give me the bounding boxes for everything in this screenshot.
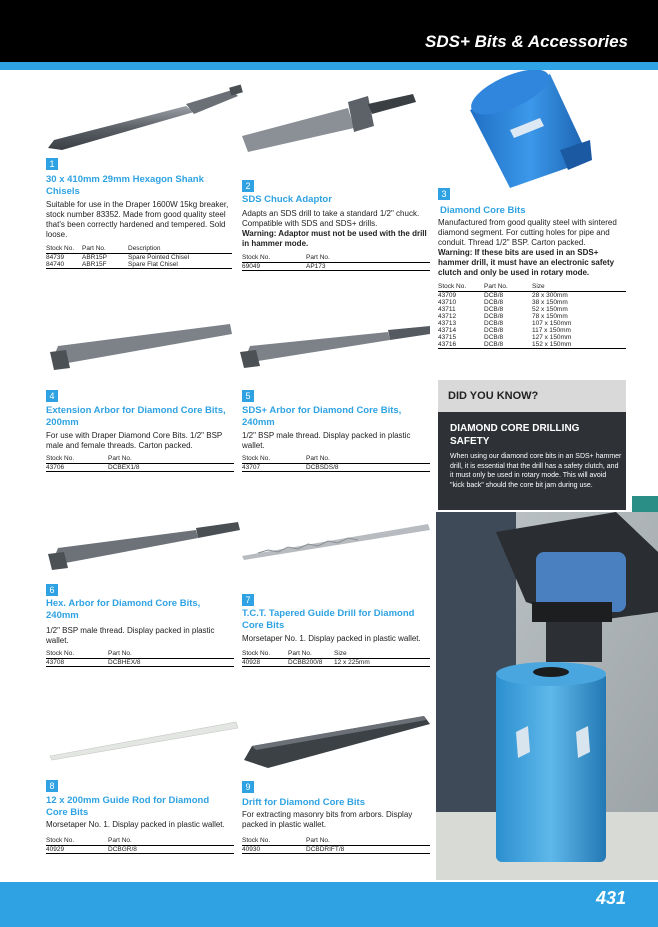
col-header: Stock No. <box>242 650 288 659</box>
table-cell: 127 x 150mm <box>532 334 572 341</box>
guide-drill-image <box>238 522 433 562</box>
table-cell: DCBDRIFT/8 <box>306 846 430 854</box>
table-cell: 69049 <box>242 263 306 271</box>
table-cell: DCBB200/8 <box>288 659 334 667</box>
col-header: Size <box>334 650 430 659</box>
table-cell: 52 x 150mm <box>532 306 568 313</box>
product-title: T.C.T. Tapered Guide Drill for Diamond Core Bits <box>242 608 415 631</box>
header-bar <box>0 0 658 62</box>
hex-arbor-image <box>46 522 241 572</box>
product-number-badge: 8 <box>46 780 58 792</box>
product-title: 12 x 200mm Guide Rod for Diamond Core Bits <box>46 795 210 818</box>
spec-table <box>46 245 232 269</box>
table-cell: DCB/8 <box>484 292 504 299</box>
product-title: 30 x 410mm 29mm Hexagon Shank Chisels <box>46 174 204 197</box>
col-header: Stock No. <box>46 837 108 846</box>
product-title: SDS+ Arbor for Diamond Core Bits, 240mm <box>242 405 402 428</box>
col-header: Size <box>532 283 626 292</box>
table-cell: 38 x 150mm <box>532 299 568 306</box>
table-cell: 40929 <box>46 846 108 854</box>
product-title: Diamond Core Bits <box>440 205 526 216</box>
table-cell: 40928 <box>242 659 288 667</box>
guide-rod-image <box>46 716 241 761</box>
col-header: Part No. <box>306 455 430 464</box>
did-you-know-heading: DID YOU KNOW? <box>448 390 539 402</box>
table-cell: 12 x 225mm <box>334 659 430 667</box>
col-header: Part No. <box>306 837 430 846</box>
table-cell: ABR15F <box>82 261 128 269</box>
table-cell: 43712 <box>438 313 457 320</box>
col-header: Part No. <box>484 283 532 292</box>
table-cell: 152 x 150mm <box>532 341 626 349</box>
col-header: Part No. <box>108 455 234 464</box>
drilling-photo <box>436 512 658 880</box>
page-number: 431 <box>595 888 626 908</box>
product-description: For extracting masonry bits from arbors. Display packed in plastic wallet. <box>242 810 413 829</box>
col-header: Stock No. <box>438 283 484 292</box>
spec-table <box>438 283 626 349</box>
col-header: Stock No. <box>242 254 306 263</box>
col-header: Part No. <box>108 650 234 659</box>
col-header: Part No. <box>108 837 234 846</box>
spec-table <box>242 254 430 271</box>
product-description: Morsetaper No. 1. Display packed in plastic wallet. <box>46 820 225 829</box>
table-cell: 84739 <box>46 254 65 261</box>
table-cell: DCBHEX/8 <box>108 659 234 667</box>
did-you-know-header <box>438 380 626 412</box>
table-cell: 84740 <box>46 261 82 269</box>
did-you-know-text: When using our diamond core bits in an SDS+ hammer drill, it is essential that the drill has a safety clutch, and it must only be used in rotary mode. This will avoid "kick back" should the core bit jam during use. <box>450 453 622 489</box>
col-header: Stock No. <box>46 650 108 659</box>
col-header: Part No. <box>288 650 334 659</box>
chisel-image <box>46 80 246 155</box>
product-number-badge: 2 <box>242 180 254 192</box>
table-cell: 43711 <box>438 306 456 313</box>
page-title: SDS+ Bits & Accessories <box>425 32 628 51</box>
chuck-adaptor-image <box>238 92 433 152</box>
table-cell: 43709 <box>438 292 457 299</box>
col-header: Part No. <box>306 254 430 263</box>
product-number-badge: 6 <box>46 584 58 596</box>
spec-table <box>46 455 234 472</box>
spec-table <box>46 837 234 854</box>
spec-table <box>242 455 430 472</box>
product-description: Manufactured from good quality steel with sintered diamond segment. For cutting holes for pipe and conduit. Thread 1/2" BSP. Carton packed. <box>438 218 617 247</box>
product-number-badge: 5 <box>242 390 254 402</box>
product-description: 1/2" BSP male thread. Display packed in plastic wallet. <box>46 626 215 645</box>
table-cell: DCB/8 <box>484 299 504 306</box>
product-number-badge: 4 <box>46 390 58 402</box>
table-cell: 40930 <box>242 846 306 854</box>
table-cell: Spare Flat Chisel <box>128 261 232 269</box>
product-warning: Warning: If these bits are used in an SDS+ hammer drill, it must have an electronic safety clutch and only be used in rotary mode. <box>438 248 615 277</box>
product-title: Hex. Arbor for Diamond Core Bits, 240mm <box>46 598 201 621</box>
table-cell: DCB/8 <box>484 341 532 349</box>
product-number-badge: 9 <box>242 781 254 793</box>
product-title: Extension Arbor for Diamond Core Bits, 200mm <box>46 405 226 428</box>
table-cell: DCB/8 <box>484 327 504 334</box>
table-cell: 78 x 150mm <box>532 313 568 320</box>
product-warning: Warning: Adaptor must not be used with the drill in hammer mode. <box>242 229 427 248</box>
table-cell: DCB/8 <box>484 334 504 341</box>
table-cell: 107 x 150mm <box>532 320 572 327</box>
table-cell: 43707 <box>242 464 306 472</box>
table-cell: ABR15P <box>82 254 107 261</box>
table-cell: DCB/8 <box>484 306 504 313</box>
extension-arbor-image <box>46 322 236 372</box>
table-cell: DCB/8 <box>484 313 504 320</box>
col-header: Part No. <box>82 245 128 254</box>
product-number-badge: 1 <box>46 158 58 170</box>
table-cell: 43714 <box>438 327 457 334</box>
product-title: Drift for Diamond Core Bits <box>242 797 365 808</box>
product-description: 1/2" BSP male thread. Display packed in plastic wallet. <box>242 431 411 450</box>
header-accent-strip <box>0 62 658 70</box>
col-header: Stock No. <box>242 455 306 464</box>
table-cell: DCBEX1/8 <box>108 464 234 472</box>
product-description: Adapts an SDS drill to take a standard 1/2" chuck. Compatible with SDS and SDS+ drills. <box>242 209 420 228</box>
table-cell: 43708 <box>46 659 108 667</box>
table-cell: Spare Pointed Chisel <box>128 254 190 261</box>
table-cell: AP173 <box>306 263 430 271</box>
product-number-badge: 7 <box>242 594 254 606</box>
table-cell: 43715 <box>438 334 457 341</box>
table-cell: 43716 <box>438 341 484 349</box>
diamond-core-bit-image <box>440 70 630 190</box>
product-title: SDS Chuck Adaptor <box>242 194 332 205</box>
product-number-badge: 3 <box>438 188 450 200</box>
col-header: Stock No. <box>46 245 82 254</box>
table-cell: DCBGR/8 <box>108 846 234 854</box>
spec-table <box>242 650 430 667</box>
product-description: For use with Draper Diamond Core Bits. 1/2" BSP male and female threads. Carton packed. <box>46 431 223 450</box>
footer-bar <box>0 882 658 927</box>
table-cell: 28 x 300mm <box>532 292 568 299</box>
table-cell: 43710 <box>438 299 457 306</box>
drift-image <box>238 712 433 772</box>
col-header: Stock No. <box>242 837 306 846</box>
spec-table <box>46 650 234 667</box>
product-description: Suitable for use in the Draper 1600W 15kg breaker, stock number 83352. Made from good quality steel that's been correctly hardened and tempered. Sold loose. <box>46 200 229 239</box>
col-header: Description <box>128 245 232 254</box>
product-description: Morsetaper No. 1. Display packed in plastic wallet. <box>242 634 421 643</box>
sds-arbor-image <box>238 326 433 371</box>
table-cell: DCB/8 <box>484 320 504 327</box>
col-header: Stock No. <box>46 455 108 464</box>
spec-table <box>242 837 430 854</box>
did-you-know-subheading: DIAMOND CORE DRILLING SAFETY <box>450 423 580 447</box>
table-cell: 117 x 150mm <box>532 327 571 334</box>
table-cell: DCBSDS/8 <box>306 464 430 472</box>
table-cell: 43706 <box>46 464 108 472</box>
table-cell: 43713 <box>438 320 457 327</box>
